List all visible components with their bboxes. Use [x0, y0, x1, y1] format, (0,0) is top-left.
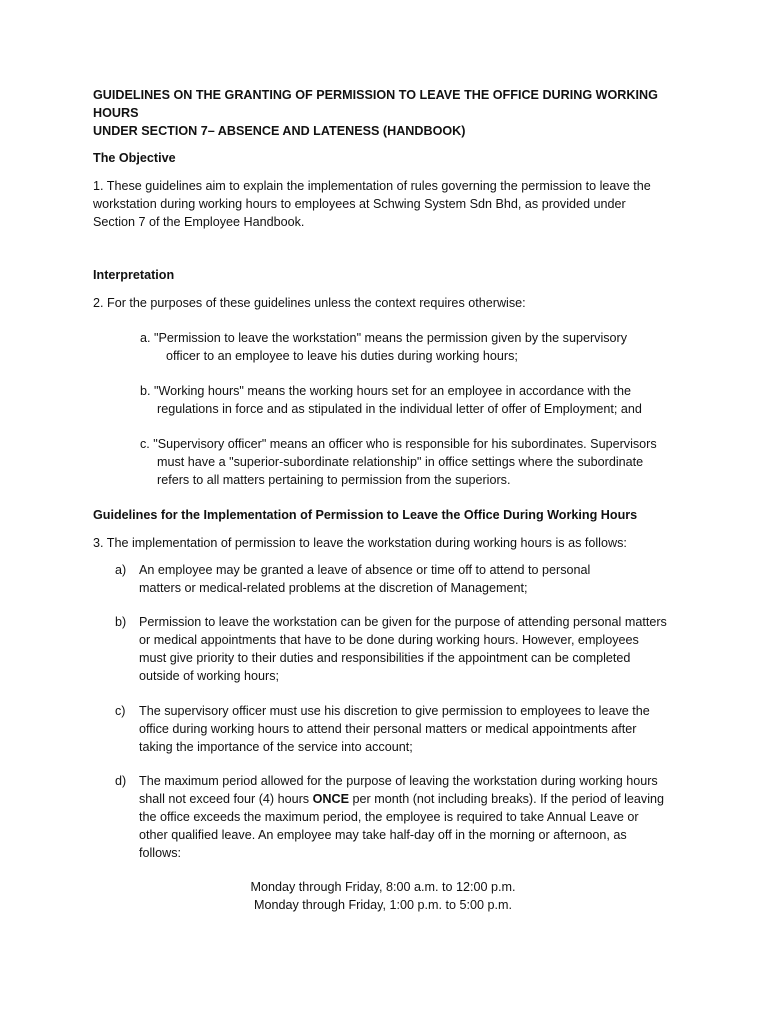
definition-b-line-1: b. "Working hours" means the working hours set for an employee in accordance with the	[140, 384, 632, 398]
item-d-text	[139, 772, 669, 862]
item-d-marker: d)	[115, 774, 127, 788]
schedule-morning: Monday through Friday, 8:00 a.m. to 12:00 p.m.	[250, 880, 516, 894]
item-d-text-after: per month (not including breaks). If the period of leaving the office exceeds the maximum period, the employee is required to take Annual Leave or other qualified leave. An employee may take half-day off in the morning or afternoon, as follows:	[139, 792, 665, 860]
objective-paragraph: 1. These guidelines aim to explain the implementation of rules governing the permission to leave the workstation during working hours to employees at Schwing System Sdn Bhd, as provided under Section 7 of the Employee Handbook.	[93, 179, 651, 229]
interpretation-heading: Interpretation	[93, 268, 175, 282]
definition-a-line-1: a. "Permission to leave the workstation" means the permission given by the supervisory	[140, 331, 628, 345]
implementation-heading: Guidelines for the Implementation of Permission to Leave the Office During Working Hours	[93, 508, 638, 522]
document-title	[93, 86, 693, 140]
item-b-text: Permission to leave the workstation can be given for the purpose of attending personal matters or medical appointments that have to be done during working hours. However, employees must give priority to their duties and responsibilities if the appointment can be completed outside of working hours;	[139, 615, 667, 683]
item-b-marker: b)	[115, 615, 127, 629]
document-title-line-2: UNDER SECTION 7– ABSENCE AND LATENESS (HANDBOOK)	[93, 124, 466, 138]
implementation-paragraph: 3. The implementation of permission to leave the workstation during working hours is as follows:	[93, 536, 627, 550]
interpretation-paragraph: 2. For the purposes of these guidelines unless the context requires otherwise:	[93, 296, 526, 310]
item-c-text: The supervisory officer must use his discretion to give permission to employees to leave the office during working hours to attend their personal matters or medical appointments after taking the importance of the service into account;	[139, 704, 650, 754]
definition-a-line-2: officer to an employee to leave his duties during working hours;	[166, 349, 518, 363]
item-a-marker: a)	[115, 563, 127, 577]
definition-b-line-2: regulations in force and as stipulated in the individual letter of offer of Employment; and	[157, 402, 642, 416]
item-d-text-bold: ONCE	[312, 792, 349, 806]
schedule-afternoon: Monday through Friday, 1:00 p.m. to 5:00 p.m.	[253, 898, 513, 912]
objective-heading: The Objective	[93, 151, 176, 165]
document-title-line-1: GUIDELINES ON THE GRANTING OF PERMISSION TO LEAVE THE OFFICE DURING WORKING HOURS	[93, 88, 658, 120]
item-a-text: An employee may be granted a leave of absence or time off to attend to personal matters or medical-related problems at the discretion of Management;	[139, 563, 591, 595]
definition-c-line-2: must have a "superior-subordinate relationship" in office settings where the subordinate	[157, 455, 644, 469]
item-d-text-before: The maximum period allowed for the purpose of leaving the workstation during working hours shall not exceed four (4) hours	[139, 774, 658, 806]
definition-c-line-1: c. "Supervisory officer" means an officer who is responsible for his subordinates. Supervisors	[140, 437, 657, 451]
item-c-marker: c)	[115, 704, 126, 718]
definition-c-line-3: refers to all matters pertaining to permission from the superiors.	[157, 473, 511, 487]
